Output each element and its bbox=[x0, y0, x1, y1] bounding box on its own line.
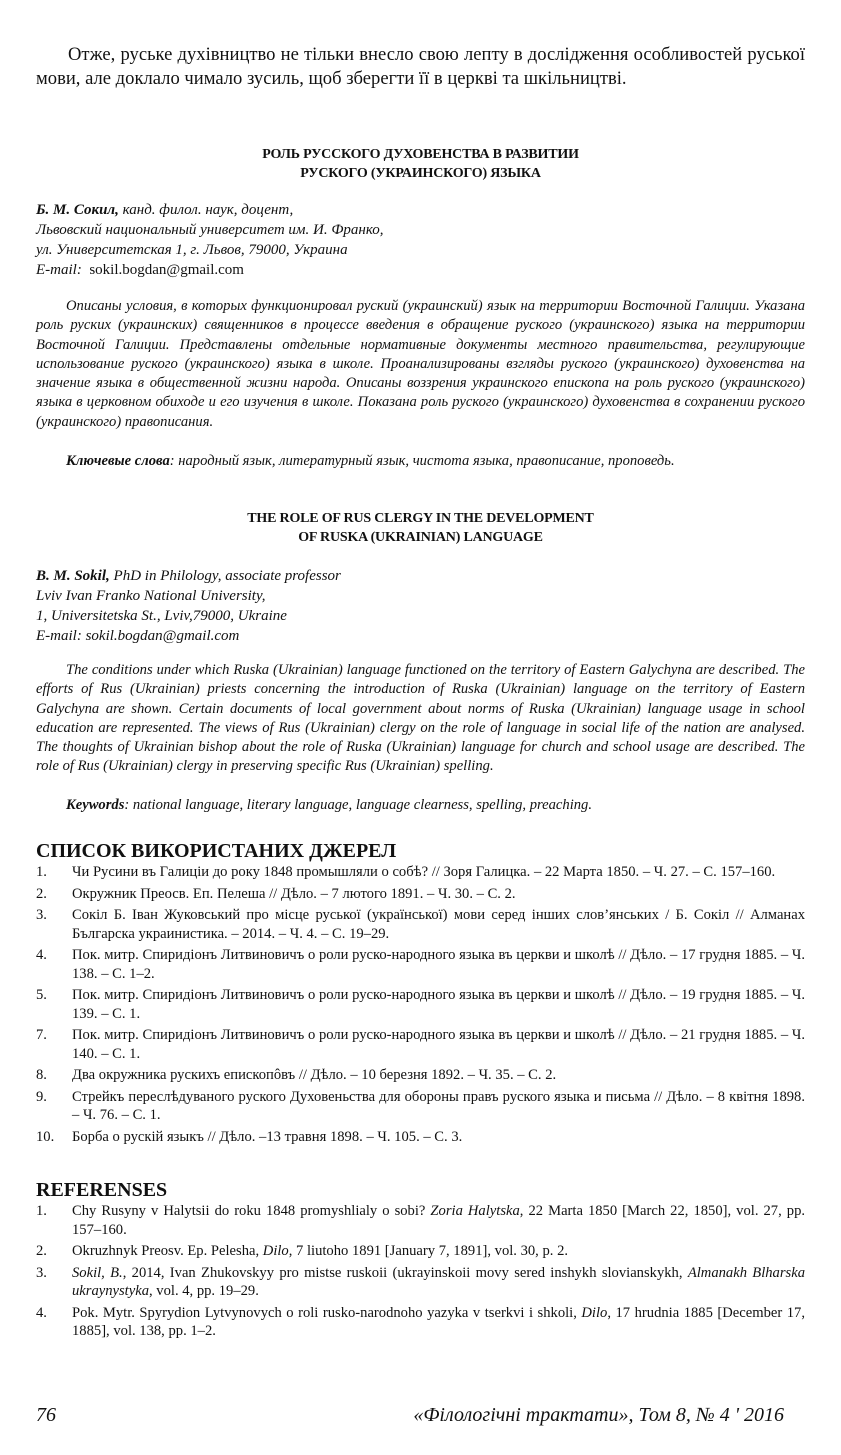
reference-author: Sokil, B. bbox=[72, 1264, 123, 1281]
source-num: 3. bbox=[36, 907, 47, 923]
ru-keywords bbox=[66, 452, 805, 471]
reference-text: Okruzhnyk Preosv. Ep. Pelesha, bbox=[72, 1243, 263, 1259]
source-item bbox=[36, 885, 805, 904]
reference-num: 2. bbox=[36, 1243, 47, 1259]
ru-keywords-label: Ключевые слова bbox=[66, 453, 170, 469]
ru-title-line-2: РУСКОГО (УКРАИНСКОГО) ЯЗЫКА bbox=[300, 166, 541, 181]
ru-keywords-text: : народный язык, литературный язык, чистота языка, правописание, проповедь. bbox=[169, 453, 675, 469]
reference-text: , 2014, Ivan Zhukovskyy pro mistse ruskoii (ukrayinskoii movy sered inshykh slovianskykh, bbox=[122, 1264, 688, 1281]
reference-item bbox=[36, 1202, 805, 1239]
source-num: 1. bbox=[36, 864, 47, 880]
en-keywords-text: : national language, literary language, language clearness, spelling, preaching. bbox=[124, 797, 592, 813]
en-author-degree: PhD in Philology, associate professor bbox=[109, 568, 341, 584]
source-text: Пок. митр. Спиридіонъ Литвиновичъ о роли руско-народного языка въ церкви и школѣ // Дѣло. – 17 грудня 1885. – Ч. 138. – С. 1–2. bbox=[72, 947, 805, 982]
en-title bbox=[36, 509, 805, 547]
source-item bbox=[36, 986, 805, 1023]
reference-item bbox=[36, 1264, 805, 1301]
source-text: Чи Русини въ Галиціи до року 1848 промышляли о собѣ? // Зоря Галицка. – 22 Марта 1850. – Ч. 27. – С. 157–160. bbox=[72, 864, 776, 880]
source-text: Окружник Преосв. Еп. Пелеша // Дѣло. – 7 лютого 1891. – Ч. 30. – С. 2. bbox=[72, 885, 516, 902]
ru-author-degree: канд. филол. наук, доцент, bbox=[118, 202, 294, 218]
sources-heading: СПИСОК ВИКОРИСТАНИХ ДЖЕРЕЛ bbox=[36, 840, 397, 862]
ru-title bbox=[36, 145, 805, 183]
ru-author-name: Б. М. Сокил, bbox=[36, 202, 119, 218]
source-num: 7. bbox=[36, 1027, 47, 1043]
en-author-info bbox=[36, 566, 805, 646]
ru-author-info bbox=[36, 200, 805, 280]
reference-text: Pok. Mytr. Spyrydion Lytvynovych o roli rusko-narodnoho yazyka v tserkvi i shkoli, bbox=[72, 1304, 582, 1321]
source-text: Пок. митр. Спиридіонъ Литвиновичъ о роли руско-народного языка въ церкви и школѣ // Дѣло. – 19 грудня 1885. – Ч. 139. – С. 1. bbox=[72, 987, 805, 1022]
reference-details: , vol. 4, pp. 19–29. bbox=[149, 1283, 259, 1299]
ru-title-line-1: РОЛЬ РУССКОГО ДУХОВЕНСТВА В РАЗВИТИИ bbox=[262, 147, 579, 162]
ru-email[interactable]: sokil.bogdan@gmail.com bbox=[89, 262, 244, 278]
en-abstract: The conditions under which Ruska (Ukrainian) language functioned on the territory of Eastern Galychyna are described. The efforts of Rus (Ukrainian) priests concerning the introduction of Ruska (Ukrainian) language on the territory of Eastern Galychyna are shown. Certain documents of local government about norms of Ruska (Ukrainian) language usage in school education are represented. The views of Rus (Ukrainian) clergy on the role of language in social life of the nation are analysed. The thoughts of Ukrainian bishop about the role of Ruska (Ukrainian) language for church and school usage are described. The role of Rus (Ukrainian) clergy in preserving specific Rus (Ukrainian) spelling. bbox=[36, 662, 805, 775]
reference-num: 1. bbox=[36, 1203, 47, 1219]
reference-details: , 22 Marta 1850 [March 22, 1850], vol. 27, pp. 157–160. bbox=[72, 1203, 806, 1238]
reference-item bbox=[36, 1304, 805, 1341]
en-title-line-2: OF RUSKA (UKRAINIAN) LANGUAGE bbox=[298, 530, 543, 545]
ru-email-label: E-mail: bbox=[36, 262, 82, 278]
references-heading: REFERENSES bbox=[36, 1179, 168, 1201]
source-item bbox=[36, 946, 805, 983]
ru-affiliation: Львовский национальный университет им. И. Франко, bbox=[36, 222, 384, 238]
source-num: 5. bbox=[36, 987, 47, 1003]
reference-details: , 7 liutoho 1891 [January 7, 1891], vol. 30, p. 2. bbox=[288, 1243, 569, 1259]
en-keywords-label: Keywords bbox=[66, 797, 125, 813]
source-item bbox=[36, 863, 805, 882]
reference-source-title: Almanakh Blharska ukraynystyka bbox=[72, 1264, 805, 1299]
source-num: 10. bbox=[36, 1128, 55, 1145]
en-email-line: E-mail: sokil.bogdan@gmail.com bbox=[36, 628, 240, 644]
ru-address: ул. Университетская 1, г. Львов, 79000, Украина bbox=[36, 242, 348, 258]
reference-num: 4. bbox=[36, 1304, 47, 1321]
source-text: Сокіл Б. Іван Жуковський про місце руської (української) мови серед інших слов’янських / Б. Сокіл // Алманах Българска украинистика. – 2014. – Ч. 4. – С. 19–29. bbox=[72, 907, 805, 942]
reference-source-title: Dilo bbox=[581, 1304, 608, 1321]
source-text: Стрейкъ переслѣдуваного руского Духовеньства для обороны правъ руского языка и письма // Дѣло. – 8 квітня 1898. – Ч. 76. – С. 1. bbox=[72, 1088, 805, 1123]
journal-info: «Філологічні трактати», Том 8, № 4 ' 2016 bbox=[413, 1404, 784, 1426]
source-num: 9. bbox=[36, 1088, 47, 1105]
en-title-line-1: THE ROLE OF RUS CLERGY IN THE DEVELOPMENT bbox=[247, 511, 594, 526]
reference-item bbox=[36, 1242, 805, 1261]
source-num: 4. bbox=[36, 947, 47, 963]
source-item bbox=[36, 1066, 805, 1085]
reference-text: Chy Rusyny v Halytsii do roku 1848 promyshlialy o sobi? bbox=[72, 1203, 431, 1219]
source-item bbox=[36, 1128, 805, 1147]
ru-abstract: Описаны условия, в которых функционировал руский (украинский) язык на территории Восточной Галиции. Указана роль руских (украинских) священников в процессе введения в обращение руского (украинского) языка на территории Восточной Галиции. Представлены отдельные нормативные документы местного правительства, регулирующие использование руского (украинского) языка в школе. Проанализированы взгляды руского (украинского) духовенства на значение языка в общественной жизни народа. Описаны воззрения украинского епископа на роль руского (украинского) языка в церковном обиходе и его изучения в школе. Показана роль руского (украинского) духовенства в сохранении руского (украинского) правописания. bbox=[36, 298, 805, 430]
reference-source-title: Dilo bbox=[262, 1243, 289, 1259]
source-item bbox=[36, 1088, 805, 1125]
reference-num: 3. bbox=[36, 1264, 47, 1281]
page-number: 76 bbox=[36, 1404, 56, 1426]
en-keywords bbox=[66, 796, 805, 815]
source-text: Пок. митр. Спиридіонъ Литвиновичъ о роли руско-народного языка въ церкви и школѣ // Дѣло. – 21 грудня 1885. – Ч. 140. – С. 1. bbox=[72, 1027, 805, 1062]
en-affiliation: Lviv Ivan Franko National University, bbox=[36, 588, 266, 604]
sources-list bbox=[36, 863, 805, 1149]
en-address: 1, Universitetska St., Lviv,79000, Ukraine bbox=[36, 608, 287, 624]
source-item bbox=[36, 1026, 805, 1063]
intro-paragraph: Отже, руське духівництво не тільки внесло свою лепту в дослідження особливостей руської мови, але доклало чимало зусиль, щоб зберегти її в церкві та шкільництві. bbox=[36, 44, 805, 89]
reference-source-title: Zoria Halytska bbox=[430, 1203, 520, 1219]
source-text: Два окружника рускихъ епископôвъ // Дѣло. – 10 березня 1892. – Ч. 35. – С. 2. bbox=[72, 1067, 557, 1083]
source-num: 2. bbox=[36, 885, 47, 902]
references-list bbox=[36, 1202, 805, 1344]
source-text: Борба о рускій языкъ // Дѣло. –13 травня 1898. – Ч. 105. – С. 3. bbox=[72, 1128, 463, 1145]
reference-details: , 17 hrudnia 1885 [December 17, 1885], vol. 138, pp. 1–2. bbox=[72, 1304, 805, 1339]
en-author-name: B. M. Sokil, bbox=[36, 568, 110, 584]
source-num: 8. bbox=[36, 1067, 47, 1083]
source-item bbox=[36, 906, 805, 943]
